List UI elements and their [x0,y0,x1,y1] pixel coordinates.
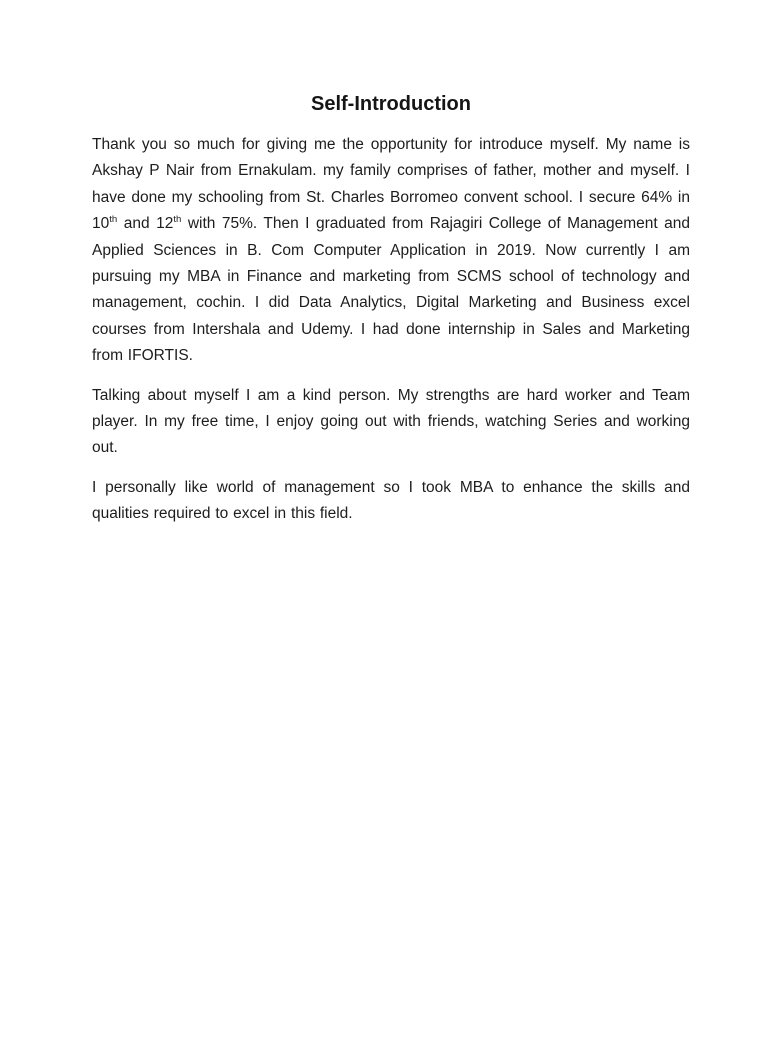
superscript-ordinal: th [109,214,118,226]
document-body [92,132,690,528]
page-title: Self-Introduction [311,93,471,115]
paragraph-text: Talking about myself I am a kind person. My strengths are hard worker and Team player. In my free time, I enjoy going out with friends, watching Series and working out. [92,386,690,457]
paragraph-text: with 75%. Then I graduated from Rajagiri College of Management and Applied Sciences in B. Com Computer Application in 2019. Now currently I am pursuing my MBA in Finance and marketing from SCMS school of technology and management, cochin. I did Data Analytics, Digital Marketing and Business excel courses from Intershala and Udemy. I had done internship in Sales and Marketing from IFORTIS. [92,215,690,365]
paragraph-text: and 12 [117,215,174,233]
paragraph [92,475,690,528]
paragraph [92,383,690,462]
paragraph [92,132,690,370]
paragraph-text: Thank you so much for giving me the opportunity for introduce myself. My name is Akshay P Nair from Ernakulam. my family comprises of father, mother and myself. I have done my schooling from St. Charles Borromeo convent school. I secure 64% in 10 [92,136,690,233]
superscript-ordinal: th [173,214,182,226]
paragraph-text: I personally like world of management so I took MBA to enhance the skills and qualities required to excel in this field. [92,478,690,523]
